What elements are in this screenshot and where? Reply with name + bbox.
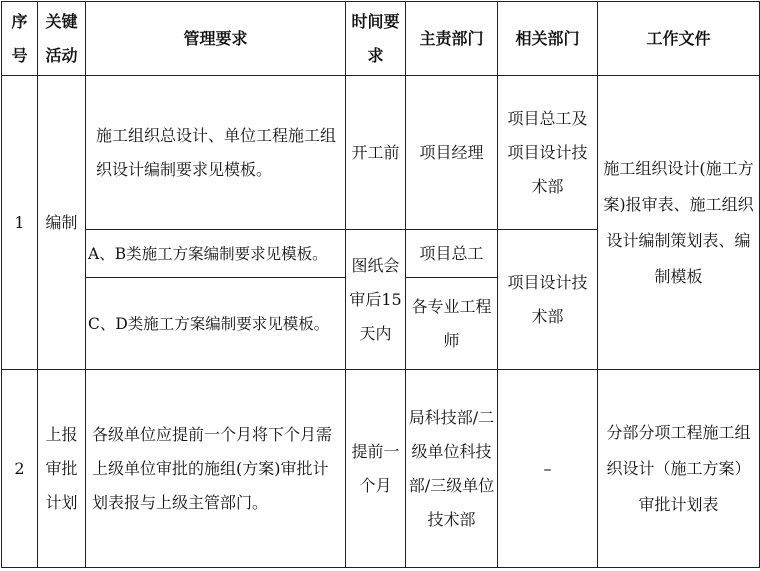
row-2-requirement: 各级单位应提前一个月将下个月需上级单位审批的施组(方案)审批计划表报与上级主管部门。	[86, 370, 346, 568]
row-2-time: 提前一个月	[346, 370, 406, 568]
row-1-requirement-cd: C、D类施工方案编制要求见模板。	[86, 278, 346, 370]
construction-plan-table	[1, 1, 760, 568]
row-2-documents: 分部分项工程施工组织设计（施工方案）审批计划表	[598, 370, 760, 568]
table-header-row	[2, 2, 760, 76]
row-1-related-general: 项目总工及项目设计技术部	[498, 76, 598, 230]
table-row	[2, 76, 760, 230]
table-row	[2, 370, 760, 568]
row-1-activity: 编制	[38, 76, 86, 370]
row-1-lead-general: 项目经理	[406, 76, 498, 230]
row-1-time-general: 开工前	[346, 76, 406, 230]
row-1-seq: 1	[2, 76, 38, 370]
row-1-time-ab-cd: 图纸会审后15天内	[346, 230, 406, 370]
row-2-seq: 2	[2, 370, 38, 568]
row-2-lead-dept: 局科技部/二级单位科技部/三级单位技术部	[406, 370, 498, 568]
header-time: 时间要求	[346, 2, 406, 76]
row-2-related-dept: –	[498, 370, 598, 568]
row-1-documents: 施工组织设计(施工方案)报审表、施工组织设计编制策划表、编制模板	[598, 76, 760, 370]
header-seq: 序号	[2, 2, 38, 76]
header-activity: 关键活动	[38, 2, 86, 76]
header-documents: 工作文件	[598, 2, 760, 76]
row-1-lead-cd: 各专业工程师	[406, 278, 498, 370]
row-1-requirement-ab: A、B类施工方案编制要求见模板。	[86, 230, 346, 278]
row-1-related-ab-cd: 项目设计技术部	[498, 230, 598, 370]
row-1-lead-ab: 项目总工	[406, 230, 498, 278]
header-requirement: 管理要求	[86, 2, 346, 76]
row-2-activity: 上报审批计划	[38, 370, 86, 568]
header-related-dept: 相关部门	[498, 2, 598, 76]
row-1-requirement-general: 施工组织总设计、单位工程施工组织设计编制要求见模板。	[86, 76, 346, 230]
header-lead-dept: 主责部门	[406, 2, 498, 76]
